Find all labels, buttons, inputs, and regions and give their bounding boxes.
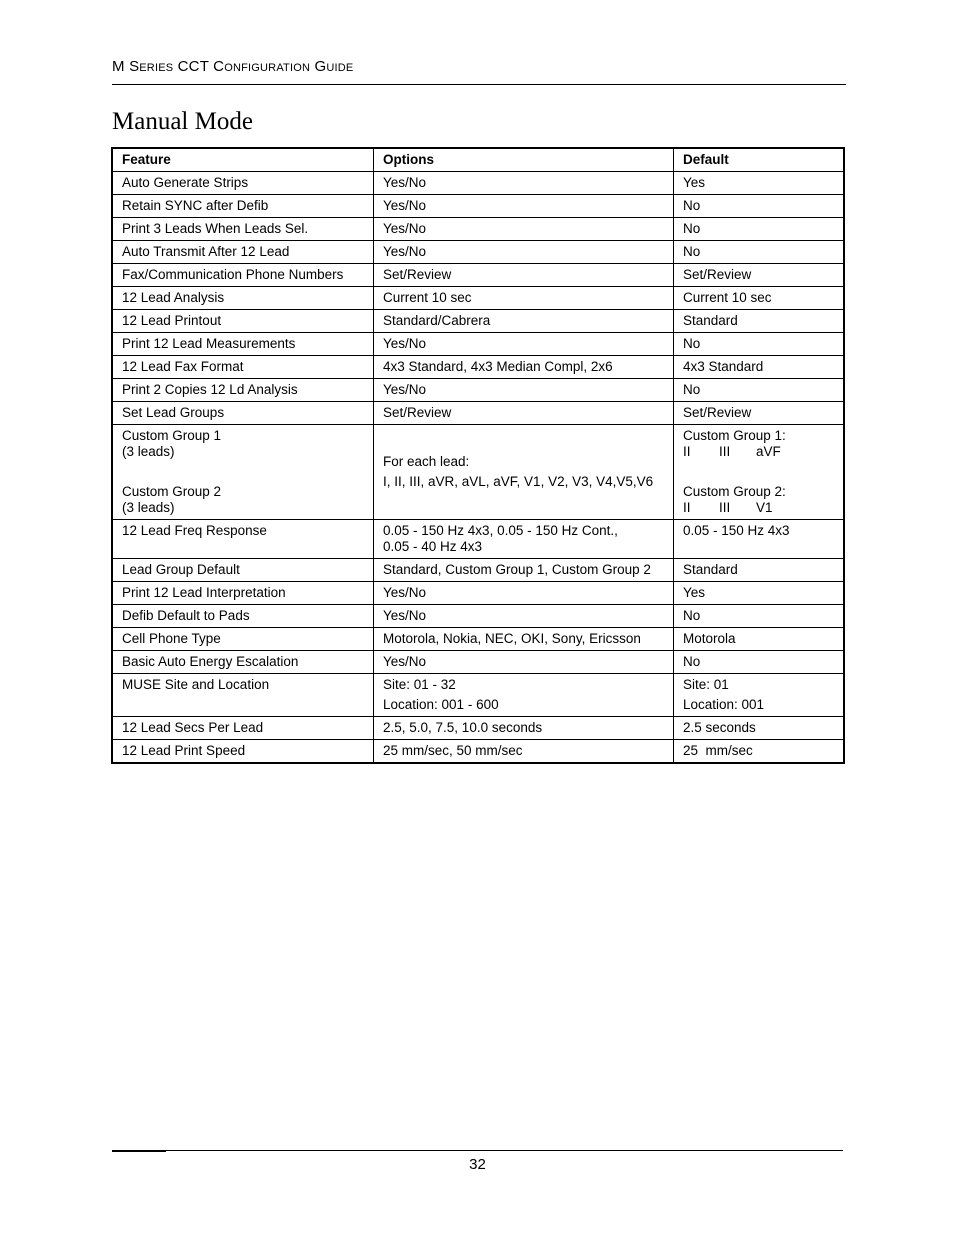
options-cell: 2.5, 5.0, 7.5, 10.0 seconds [374, 717, 674, 740]
table-row [113, 195, 844, 218]
default-cell: No [674, 379, 844, 402]
running-header: M Series CCT Configuration Guide [112, 58, 354, 75]
default-group-1-label: Custom Group 1: [683, 428, 786, 443]
default-cell [674, 674, 844, 717]
options-cell: 25 mm/sec, 50 mm/sec [374, 740, 674, 763]
feature-cell: Basic Auto Energy Escalation [113, 651, 374, 674]
default-group-1-leads [683, 444, 834, 460]
table-row [113, 356, 844, 379]
table-row [113, 628, 844, 651]
lead-value: aVF [756, 444, 781, 459]
lead-value: II [683, 444, 691, 459]
default-line: Site: 01 [683, 677, 729, 692]
default-cell: Yes [674, 582, 844, 605]
custom-group-2-label: Custom Group 2 [122, 484, 222, 499]
default-cell: 4x3 Standard [674, 356, 844, 379]
options-for-each-lead: For each lead: [383, 454, 470, 469]
manual-mode-table [112, 148, 844, 763]
table-row [113, 310, 844, 333]
feature-cell: 12 Lead Print Speed [113, 740, 374, 763]
default-cell: 2.5 seconds [674, 717, 844, 740]
page-number: 32 [469, 1156, 486, 1173]
freq-response-row [113, 520, 844, 559]
lead-value: III [719, 444, 731, 459]
default-cell-custom-groups [674, 425, 844, 520]
options-cell: Yes/No [374, 333, 674, 356]
options-cell: Yes/No [374, 379, 674, 402]
header-rule [112, 84, 846, 85]
table-row [113, 172, 844, 195]
options-cell: Current 10 sec [374, 287, 674, 310]
table-row [113, 651, 844, 674]
options-line: 0.05 - 150 Hz 4x3, 0.05 - 150 Hz Cont., [383, 523, 618, 538]
feature-cell: Fax/Communication Phone Numbers [113, 264, 374, 287]
footer-rule [112, 1150, 843, 1151]
column-header-default: Default [674, 149, 844, 172]
feature-cell: Set Lead Groups [113, 402, 374, 425]
default-cell: Yes [674, 172, 844, 195]
options-cell: Yes/No [374, 218, 674, 241]
feature-cell: Auto Transmit After 12 Lead [113, 241, 374, 264]
options-cell: Standard/Cabrera [374, 310, 674, 333]
options-lead-list: I, II, III, aVR, aVL, aVF, V1, V2, V3, V4,V5,V6 [383, 474, 654, 489]
default-line: Location: 001 [683, 697, 765, 712]
options-cell: Yes/No [374, 195, 674, 218]
options-cell: Set/Review [374, 402, 674, 425]
default-cell: No [674, 195, 844, 218]
custom-group-1-label: Custom Group 1 [122, 428, 222, 443]
options-cell: 4x3 Standard, 4x3 Median Compl, 2x6 [374, 356, 674, 379]
default-group-2-leads [683, 500, 834, 516]
options-cell [374, 674, 674, 717]
options-cell: Yes/No [374, 172, 674, 195]
feature-cell: 12 Lead Secs Per Lead [113, 717, 374, 740]
default-cell: No [674, 651, 844, 674]
table-row [113, 264, 844, 287]
default-cell: No [674, 333, 844, 356]
feature-cell: 12 Lead Fax Format [113, 356, 374, 379]
feature-cell: Print 3 Leads When Leads Sel. [113, 218, 374, 241]
table-row [113, 605, 844, 628]
table-row [113, 218, 844, 241]
feature-cell: 12 Lead Printout [113, 310, 374, 333]
default-cell: No [674, 218, 844, 241]
options-cell: Yes/No [374, 651, 674, 674]
options-line: Site: 01 - 32 [383, 677, 456, 692]
options-cell: Yes/No [374, 605, 674, 628]
default-cell: 25 mm/sec [674, 740, 844, 763]
feature-cell: 12 Lead Freq Response [113, 520, 374, 559]
options-cell: Motorola, Nokia, NEC, OKI, Sony, Ericsson [374, 628, 674, 651]
lead-value: III [719, 500, 731, 515]
table-header-row [113, 149, 844, 172]
options-cell [374, 520, 674, 559]
custom-groups-row [113, 425, 844, 520]
feature-cell: Retain SYNC after Defib [113, 195, 374, 218]
custom-group-2-sub: (3 leads) [122, 500, 175, 515]
lead-value: V1 [756, 500, 773, 515]
default-cell: Current 10 sec [674, 287, 844, 310]
table-row [113, 241, 844, 264]
feature-cell: Cell Phone Type [113, 628, 374, 651]
options-cell: Yes/No [374, 241, 674, 264]
options-line: 0.05 - 40 Hz 4x3 [383, 539, 483, 554]
default-cell: 0.05 - 150 Hz 4x3 [674, 520, 844, 559]
default-cell: Standard [674, 310, 844, 333]
default-cell: Motorola [674, 628, 844, 651]
feature-cell-custom-groups [113, 425, 374, 520]
muse-row [113, 674, 844, 717]
custom-group-1-sub: (3 leads) [122, 444, 175, 459]
default-cell: Set/Review [674, 402, 844, 425]
table-row [113, 402, 844, 425]
default-cell: No [674, 241, 844, 264]
default-cell: No [674, 605, 844, 628]
table-row [113, 740, 844, 763]
default-group-2-label: Custom Group 2: [683, 484, 786, 499]
options-line: Location: 001 - 600 [383, 697, 499, 712]
table-row [113, 287, 844, 310]
options-cell-custom-groups [374, 425, 674, 520]
options-cell: Yes/No [374, 582, 674, 605]
options-cell: Standard, Custom Group 1, Custom Group 2 [374, 559, 674, 582]
feature-cell: 12 Lead Analysis [113, 287, 374, 310]
lead-value: II [683, 500, 691, 515]
feature-cell: Lead Group Default [113, 559, 374, 582]
table-row [113, 559, 844, 582]
column-header-feature: Feature [113, 149, 374, 172]
default-cell: Set/Review [674, 264, 844, 287]
table-row [113, 717, 844, 740]
options-cell: Set/Review [374, 264, 674, 287]
feature-cell: Print 12 Lead Measurements [113, 333, 374, 356]
feature-cell: MUSE Site and Location [113, 674, 374, 717]
column-header-options: Options [374, 149, 674, 172]
feature-cell: Print 2 Copies 12 Ld Analysis [113, 379, 374, 402]
feature-cell: Print 12 Lead Interpretation [113, 582, 374, 605]
table-row [113, 333, 844, 356]
section-title: Manual Mode [112, 108, 253, 135]
feature-cell: Defib Default to Pads [113, 605, 374, 628]
table-row [113, 582, 844, 605]
table-row [113, 379, 844, 402]
default-cell: Standard [674, 559, 844, 582]
feature-cell: Auto Generate Strips [113, 172, 374, 195]
